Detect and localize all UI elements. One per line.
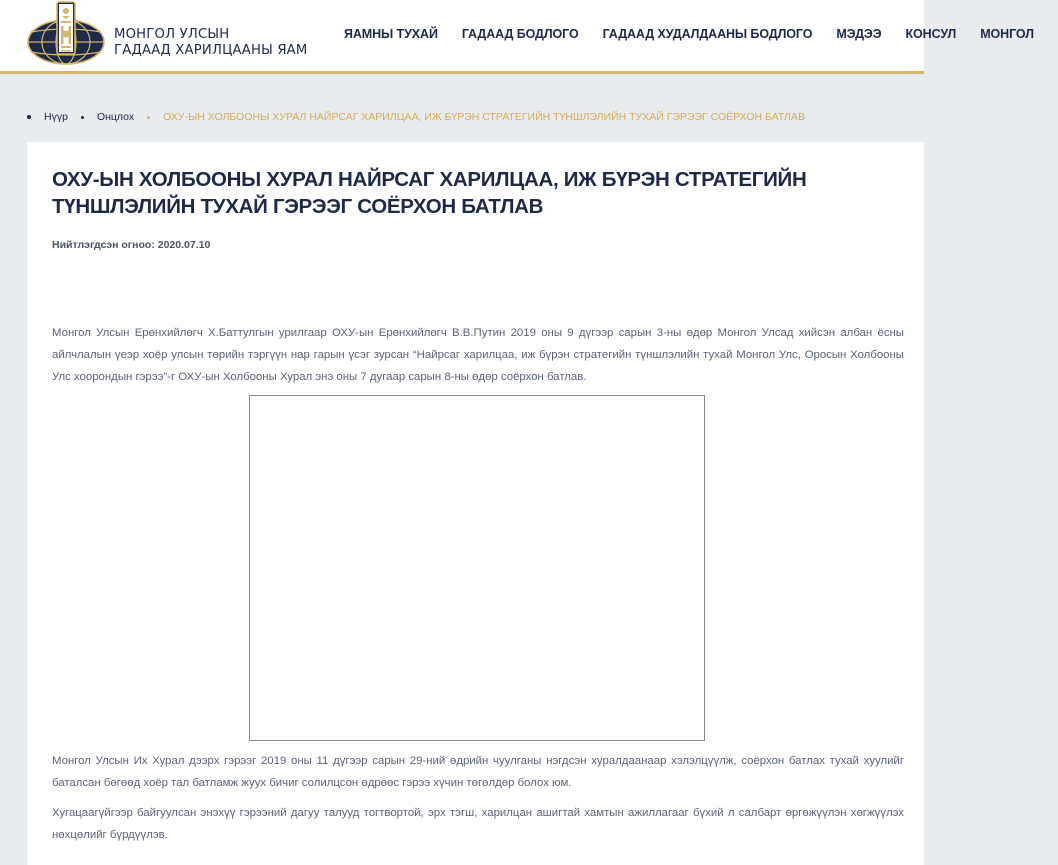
nav-item-about[interactable]: ЯАМНЫ ТУХАЙ bbox=[344, 27, 438, 41]
site-header bbox=[0, 0, 1034, 74]
article-paragraph: Монгол Улсын Ерөнхийлөгч Х.Баттулгын урилгаар ОХУ-ын Ерөнхийлөгч В.В.Путин 2019 оны 9 дүгээр сарын 3-ны өдөр Монгол Улсад хийсэн албан ёсны айлчлалын үеэр хоёр улсын төрийн тэргүүн нар гарын үсэг зурсан “Найрсаг харилцаа, иж бүрэн стратегийн түншлэлийн тухай Монгол Улс, Оросын Холбооны Улс хоорондын гэрээ”-г ОХУ-ын Холбооны Хурал энэ оны 7 дугаар сарын 8-ны өдөр соёрхон батлав. bbox=[52, 327, 904, 383]
nav-item-consul[interactable]: КОНСУЛ bbox=[905, 27, 957, 41]
brand-name[interactable] bbox=[114, 27, 307, 59]
breadcrumb-current: ОХУ-ЫН ХОЛБООНЫ ХУРАЛ НАЙРСАГ ХАРИЛЦАА, ИЖ БҮРЭН СТРАТЕГИЙН ТҮНШЛЭЛИЙН ТУХАЙ ГЭРЭЭГ СОЁРХОН БАТЛАВ bbox=[163, 111, 805, 123]
breadcrumb bbox=[27, 110, 805, 124]
publish-date-value: 2020.07.10 bbox=[157, 239, 211, 251]
breadcrumb-separator-icon bbox=[81, 116, 84, 119]
ministry-emblem-icon[interactable] bbox=[26, 2, 106, 68]
nav-item-trade-policy[interactable]: ГАДААД ХУДАЛДААНЫ БОДЛОГО bbox=[602, 27, 813, 41]
publish-date bbox=[52, 239, 210, 251]
nav-item-foreign-policy[interactable]: ГАДААД БОДЛОГО bbox=[461, 27, 579, 41]
embedded-media-frame[interactable] bbox=[249, 395, 705, 741]
nav-item-mongolia[interactable]: МОНГОЛ bbox=[980, 27, 1034, 41]
publish-date-label: Нийтлэгдсэн огноо: bbox=[52, 239, 155, 251]
article-card bbox=[27, 142, 924, 865]
bullet-icon bbox=[27, 115, 31, 119]
breadcrumb-separator-icon bbox=[147, 116, 150, 119]
nav-item-news[interactable]: МЭДЭЭ bbox=[836, 27, 882, 41]
article-title: ОХУ-ЫН ХОЛБООНЫ ХУРАЛ НАЙРСАГ ХАРИЛЦАА, ИЖ БҮРЭН СТРАТЕГИЙН ТҮНШЛЭЛИЙН ТУХАЙ ГЭРЭЭГ СОЁРХОН БАТЛАВ bbox=[52, 168, 807, 218]
brand-line-1: МОНГОЛ УЛСЫН bbox=[114, 27, 230, 42]
breadcrumb-section[interactable]: Онцлох bbox=[96, 111, 135, 123]
brand-line-2: ГАДААД ХАРИЛЦААНЫ ЯАМ bbox=[114, 43, 308, 58]
main-nav bbox=[344, 27, 1058, 41]
article-paragraph: Монгол Улсын Их Хурал дээрх гэрээг 2019 оны 11 дүгээр сарын 29-ний өдрийн чуулганы нэгдсэн хуралдаанаар хэлэлцүүлж, соёрхон батлах тухай хуулийг баталсан бөгөөд хоёр тал батламж жуух бичиг солилцсон өдрөөс гэрээ хүчин төгөлдөр болох юм. bbox=[52, 755, 904, 789]
breadcrumb-home[interactable]: Нүүр bbox=[44, 111, 68, 123]
article-paragraph: Хугацаагүйгээр байгуулсан энэхүү гэрээний дагуу талууд тогтвортой, эрх тэгш, харилцан ашигтай хамтын ажиллагааг бүхий л салбарт өргөжүүлэн хөгжүүлэх нөхцөлийг бүрдүүлэв. bbox=[52, 807, 904, 841]
